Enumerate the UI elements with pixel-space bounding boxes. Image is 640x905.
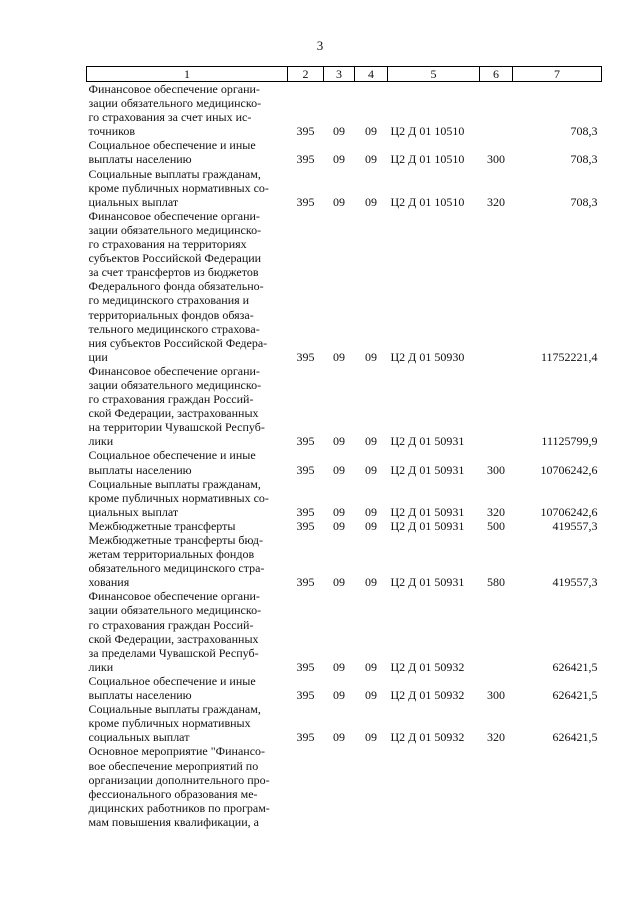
row-name-line: кроме публичных нормативных со- bbox=[88, 490, 269, 505]
table-row bbox=[87, 167, 602, 209]
row-name-line: выплаты населению bbox=[88, 688, 192, 703]
amount: 11752221,4 bbox=[540, 349, 598, 364]
table-row bbox=[87, 674, 602, 702]
column-header-6: 6 bbox=[480, 67, 513, 82]
row-name-line: кроме публичных нормативных bbox=[88, 716, 251, 731]
section-code: 09 bbox=[333, 504, 345, 519]
row-name-line: го медицинского страхования и bbox=[88, 293, 250, 308]
target-article-code: Ц2 Д 01 50932 bbox=[390, 730, 465, 745]
subsection-code: 09 bbox=[365, 518, 377, 533]
table-row bbox=[87, 744, 602, 829]
row-name-line: вое обеспечение мероприятий по bbox=[88, 758, 259, 773]
column-header-5: 5 bbox=[388, 67, 480, 82]
row-name-line: точников bbox=[88, 124, 136, 139]
subsection-code: 09 bbox=[365, 349, 377, 364]
row-name-line: ния субъектов Российской Федера- bbox=[88, 335, 268, 350]
table-row bbox=[87, 448, 602, 476]
row-name-line: мам повышения квалификации, а bbox=[88, 814, 259, 829]
admin-code: 395 bbox=[296, 152, 315, 167]
subsection-code: 09 bbox=[365, 434, 377, 449]
amount: 708,3 bbox=[570, 194, 598, 209]
target-article-code: Ц2 Д 01 50931 bbox=[390, 575, 465, 590]
row-name-line: Федерального фонда обязательно- bbox=[88, 279, 264, 294]
admin-code: 395 bbox=[296, 462, 315, 477]
row-name-line: циальных выплат bbox=[88, 504, 179, 519]
row-name bbox=[87, 589, 288, 674]
target-article-code: Ц2 Д 01 10510 bbox=[390, 194, 465, 209]
column-header-7: 7 bbox=[513, 67, 602, 82]
row-name bbox=[87, 448, 288, 476]
section-code: 09 bbox=[333, 194, 345, 209]
target-article-code: Ц2 Д 01 50931 bbox=[390, 518, 465, 533]
admin-code: 395 bbox=[296, 194, 315, 209]
admin-code: 395 bbox=[296, 504, 315, 519]
row-name bbox=[87, 674, 288, 702]
row-name-line: на территории Чувашской Респуб- bbox=[88, 420, 265, 435]
target-article-code: Ц2 Д 01 50931 bbox=[390, 434, 465, 449]
row-name-line: зации обязательного медицинско- bbox=[88, 603, 262, 618]
row-name-line: ской Федерации, застрахованных bbox=[88, 631, 259, 646]
row-name bbox=[87, 519, 288, 533]
row-name bbox=[87, 702, 288, 744]
subsection-code: 09 bbox=[365, 124, 377, 139]
amount: 10706242,6 bbox=[540, 504, 598, 519]
table-header-row bbox=[87, 67, 602, 82]
table-body bbox=[87, 82, 602, 829]
row-name bbox=[87, 82, 288, 139]
row-name-line: циальных выплат bbox=[88, 194, 179, 209]
row-name-line: Социальное обеспечение и иные bbox=[88, 673, 256, 688]
row-name bbox=[87, 477, 288, 519]
expense-type-code: 320 bbox=[487, 730, 505, 745]
table-row bbox=[87, 138, 602, 166]
section-code: 09 bbox=[333, 518, 345, 533]
section-code: 09 bbox=[333, 730, 345, 745]
row-name-line: организации дополнительного про- bbox=[88, 772, 270, 787]
row-name bbox=[87, 209, 288, 364]
admin-code: 395 bbox=[296, 730, 315, 745]
expense-type-code bbox=[480, 364, 513, 449]
column-header-3: 3 bbox=[324, 67, 355, 82]
amount: 708,3 bbox=[570, 124, 598, 139]
row-name-line: зации обязательного медицинско- bbox=[88, 377, 262, 392]
amount: 626421,5 bbox=[552, 730, 598, 745]
row-name-line: лики bbox=[88, 659, 114, 674]
row-name-line: Социальные выплаты гражданам, bbox=[88, 166, 261, 181]
row-name-line: за счет трансфертов из бюджетов bbox=[88, 265, 259, 280]
row-name-line: Финансовое обеспечение органи- bbox=[88, 363, 260, 378]
row-name-line: выплаты населению bbox=[88, 462, 192, 477]
target-article-code: Ц2 Д 01 50931 bbox=[390, 462, 465, 477]
target-article-code: Ц2 Д 01 50932 bbox=[390, 688, 465, 703]
row-name-line: Межбюджетные трансферты бюд- bbox=[88, 533, 263, 547]
row-name bbox=[87, 744, 288, 829]
section-code: 09 bbox=[333, 575, 345, 590]
column-header-4: 4 bbox=[355, 67, 388, 82]
expense-type-code: 300 bbox=[487, 152, 505, 167]
section-code: 09 bbox=[333, 152, 345, 167]
row-name-line: хования bbox=[88, 575, 130, 590]
subsection-code: 09 bbox=[365, 462, 377, 477]
row-name-line: ской Федерации, застрахованных bbox=[88, 406, 259, 421]
target-article-code: Ц2 Д 01 50931 bbox=[390, 504, 465, 519]
target-article-code: Ц2 Д 01 10510 bbox=[390, 152, 465, 167]
admin-code: 395 bbox=[296, 349, 315, 364]
subsection-code: 09 bbox=[365, 575, 377, 590]
admin-code bbox=[288, 744, 324, 829]
expense-type-code bbox=[480, 209, 513, 364]
expense-type-code: 580 bbox=[487, 575, 505, 590]
subsection-code: 09 bbox=[365, 152, 377, 167]
expense-type-code: 500 bbox=[487, 518, 505, 533]
admin-code: 395 bbox=[296, 434, 315, 449]
row-name-line: го страхования на территориях bbox=[88, 237, 247, 252]
section-code: 09 bbox=[333, 349, 345, 364]
subsection-code: 09 bbox=[365, 688, 377, 703]
row-name-line: Социальное обеспечение и иные bbox=[88, 448, 256, 463]
row-name-line: Финансовое обеспечение органи- bbox=[88, 589, 260, 604]
row-name-line: Основное мероприятие "Финансо- bbox=[88, 744, 266, 759]
amount: 419557,3 bbox=[552, 518, 598, 533]
subsection-code bbox=[355, 744, 388, 829]
row-name-line: выплаты населению bbox=[88, 152, 192, 167]
table-row bbox=[87, 209, 602, 364]
subsection-code: 09 bbox=[365, 504, 377, 519]
expense-type-code bbox=[480, 744, 513, 829]
column-header-2: 2 bbox=[288, 67, 324, 82]
subsection-code: 09 bbox=[365, 730, 377, 745]
section-code: 09 bbox=[333, 434, 345, 449]
row-name-line: за пределами Чувашской Респуб- bbox=[88, 645, 259, 660]
expense-type-code: 300 bbox=[487, 688, 505, 703]
row-name-line: субъектов Российской Федерации bbox=[88, 251, 262, 266]
target-article-code: Ц2 Д 01 50930 bbox=[390, 349, 465, 364]
section-code: 09 bbox=[333, 659, 345, 674]
row-name-line: Социальные выплаты гражданам, bbox=[88, 476, 261, 491]
row-name-line: зации обязательного медицинско- bbox=[88, 222, 262, 237]
amount: 626421,5 bbox=[552, 659, 598, 674]
amount: 10706242,6 bbox=[540, 462, 598, 477]
table-row bbox=[87, 533, 602, 589]
table-row bbox=[87, 519, 602, 533]
row-name-line: Финансовое обеспечение органи- bbox=[88, 82, 260, 96]
row-name-line: дицинских работников по програм- bbox=[88, 800, 270, 815]
column-header-1: 1 bbox=[87, 67, 288, 82]
table-row bbox=[87, 82, 602, 139]
admin-code: 395 bbox=[296, 688, 315, 703]
row-name bbox=[87, 364, 288, 449]
target-article-code bbox=[388, 744, 480, 829]
subsection-code: 09 bbox=[365, 194, 377, 209]
admin-code: 395 bbox=[296, 575, 315, 590]
expense-type-code: 320 bbox=[487, 504, 505, 519]
expense-type-code bbox=[480, 82, 513, 139]
budget-table bbox=[86, 66, 602, 829]
row-name-line: фессионального образования ме- bbox=[88, 786, 258, 801]
admin-code: 395 bbox=[296, 518, 315, 533]
target-article-code: Ц2 Д 01 50932 bbox=[390, 659, 465, 674]
row-name-line: Финансовое обеспечение органи- bbox=[88, 208, 260, 223]
row-name-line: ции bbox=[88, 349, 108, 364]
amount: 708,3 bbox=[570, 152, 598, 167]
section-code: 09 bbox=[333, 462, 345, 477]
row-name-line: Социальные выплаты гражданам, bbox=[88, 702, 261, 717]
row-name bbox=[87, 138, 288, 166]
expense-type-code: 300 bbox=[487, 462, 505, 477]
section-code bbox=[324, 744, 355, 829]
row-name-line: обязательного медицинского стра- bbox=[88, 561, 265, 576]
row-name-line: социальных выплат bbox=[88, 730, 190, 745]
row-name bbox=[87, 533, 288, 589]
table-row bbox=[87, 477, 602, 519]
row-name-line: го страхования за счет иных ис- bbox=[88, 110, 252, 125]
section-code: 09 bbox=[333, 124, 345, 139]
row-name-line: го страхования граждан Россий- bbox=[88, 617, 254, 632]
amount bbox=[513, 744, 602, 829]
row-name-line: кроме публичных нормативных со- bbox=[88, 180, 269, 195]
row-name-line: Межбюджетные трансферты bbox=[88, 518, 236, 533]
admin-code: 395 bbox=[296, 124, 315, 139]
row-name-line: Социальное обеспечение и иные bbox=[88, 138, 256, 153]
row-name-line: зации обязательного медицинско- bbox=[88, 96, 262, 111]
row-name-line: лики bbox=[88, 434, 114, 449]
row-name-line: жетам территориальных фондов bbox=[88, 547, 255, 562]
row-name-line: территориальных фондов обяза- bbox=[88, 307, 254, 322]
section-code: 09 bbox=[333, 688, 345, 703]
amount: 419557,3 bbox=[552, 575, 598, 590]
table-row bbox=[87, 702, 602, 744]
table-row bbox=[87, 364, 602, 449]
admin-code: 395 bbox=[296, 659, 315, 674]
row-name-line: го страхования граждан Россий- bbox=[88, 392, 254, 407]
page-number: 3 bbox=[316, 38, 324, 53]
subsection-code: 09 bbox=[365, 659, 377, 674]
row-name bbox=[87, 167, 288, 209]
amount: 626421,5 bbox=[552, 688, 598, 703]
expense-type-code: 320 bbox=[487, 194, 505, 209]
table-row bbox=[87, 589, 602, 674]
row-name-line: тельного медицинского страхова- bbox=[88, 321, 260, 336]
amount: 11125799,9 bbox=[541, 434, 598, 449]
target-article-code: Ц2 Д 01 10510 bbox=[390, 124, 465, 139]
expense-type-code bbox=[480, 589, 513, 674]
